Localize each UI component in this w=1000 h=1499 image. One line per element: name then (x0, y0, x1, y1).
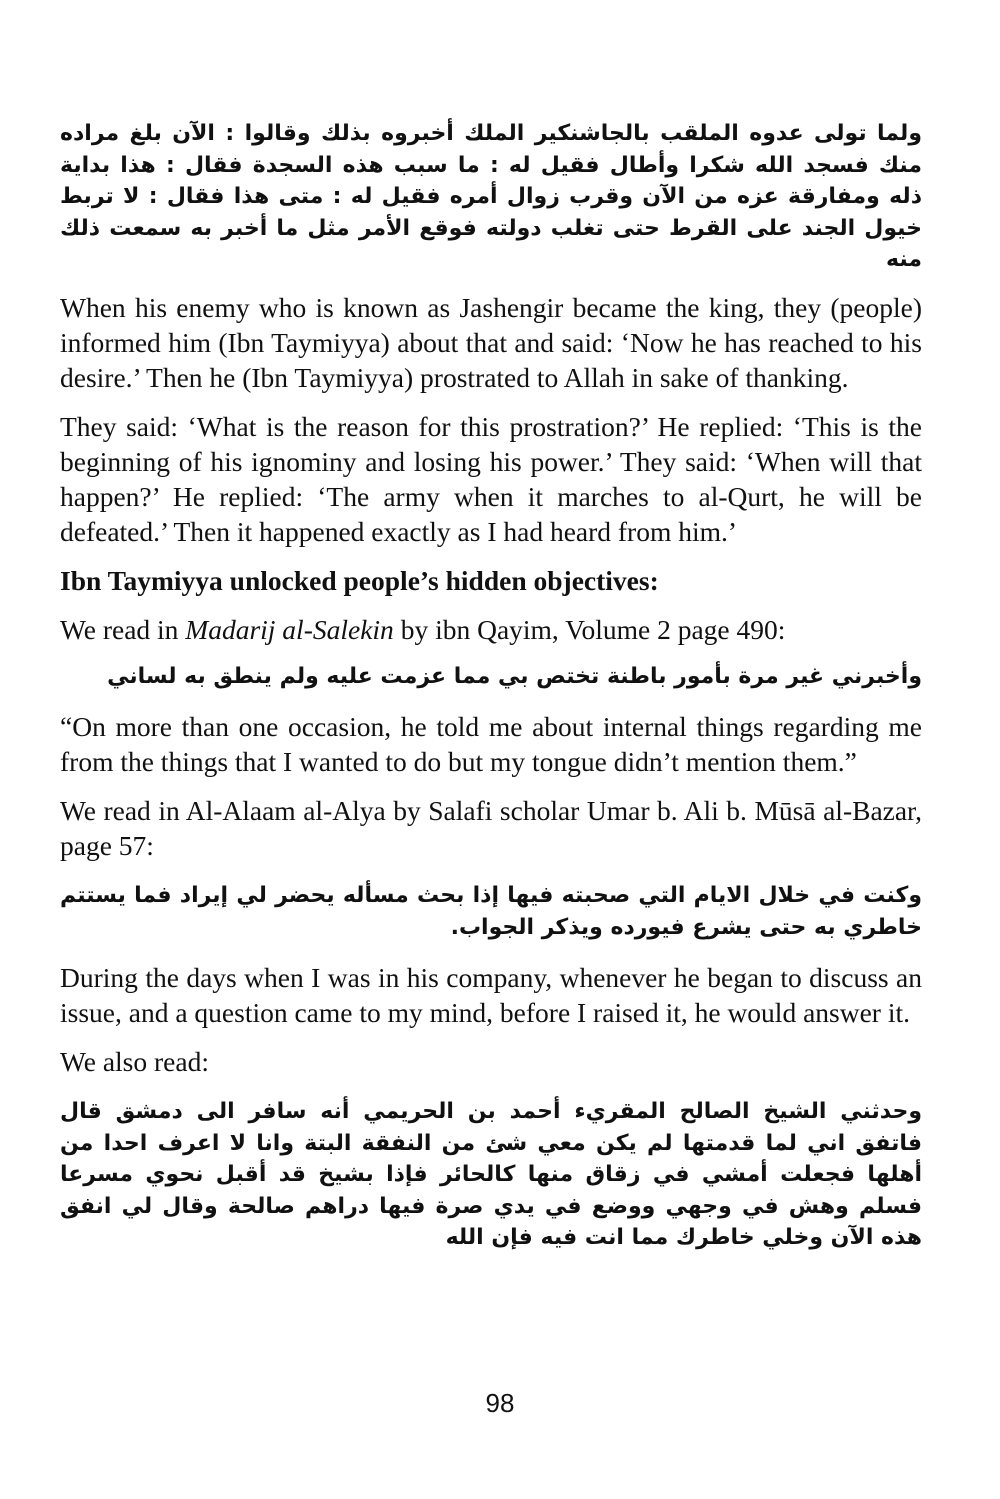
english-paragraph-2: They said: ‘What is the reason for this prostration?’ He replied: ‘This is the beginning of his ignominy and losing his power.’ They said: ‘When will that happen?’ He replied: ‘The army when it marches to al-Qurt, he will be defeated.’ Then it happened exactly as I had heard from him.’ (60, 410, 922, 547)
arabic-quote-1: ولما تولى عدوه الملقب بالجاشنكير الملك أخبروه بذلك وقالوا : الآن بلغ مراده منك فسجد الله شكرا وأطال فقيل له : ما سبب هذه السجدة فقال : هذا بداية ذله ومفارقة عزه من الآن وقرب زوال أمره فقيل له : متى هذا فقال : لا تربط خيول الجند على القرط حتى تغلب دولته فوقع الأمر مثل ما أخبر به سمعت ذلك منه (60, 121, 922, 272)
arabic-quote-4: وحدثني الشيخ الصالح المقريء أحمد بن الحريمي أنه سافر الى دمشق قال فاتفق اني لما قدمتها لم يكن معي شئ من النفقة البتة وانا لا اعرف احدا من أهلها فجعلت أمشي في زقاق منها كالحائر فإذا بشيخ قد أقبل نحوي مسرعا فسلم وهش في وجهي ووضع في يدي صرة فيها دراهم صالحة وقال لي انفق هذه الآن وخلي خاطرك مما انت فيه فإن الله (60, 1099, 922, 1250)
reference-prefix: We read in (60, 613, 186, 645)
page-content (60, 118, 922, 1254)
page-number: 98 (485, 1388, 515, 1418)
arabic-quote-2: وأخبرني غير مرة بأمور باطنة تختص بي مما عزمت عليه ولم ينطق به لساني (107, 663, 922, 689)
section-heading: Ibn Taymiyya unlocked people’s hidden objectives: (60, 564, 659, 596)
reference-madarij (60, 612, 922, 647)
reference-suffix: by ibn Qayim, Volume 2 page 490: (393, 613, 786, 645)
reference-alaam: We read in Al-Alaam al-Alya by Salafi scholar Umar b. Ali b. Mūsā al-Bazar, page 57: (60, 795, 922, 861)
english-paragraph-4: During the days when I was in his company, whenever he began to discuss an issue, and a question came to my mind, before I raised it, he would answer it. (60, 962, 922, 1028)
reference-also-read: We also read: (60, 1046, 209, 1077)
arabic-quote-3: وكنت في خلال الايام التي صحبته فيها إذا بحث مسأله يحضر لي إيراد فما يستتم خاطري به حتى يشرع فيورده ويذكر الجواب. (60, 883, 922, 940)
book-title: Madarij al-Salekin (185, 613, 394, 645)
english-paragraph-3: “On more than one occasion, he told me about internal things regarding me from the things that I wanted to do but my tongue didn’t mention them.” (60, 711, 922, 777)
english-paragraph-1: When his enemy who is known as Jashengir became the king, they (people) informed him (Ibn Taymiyya) about that and said: ‘Now he has reached to his desire.’ Then he (Ibn Taymiyya) prostrated to Allah in sake of thanking. (60, 291, 922, 393)
